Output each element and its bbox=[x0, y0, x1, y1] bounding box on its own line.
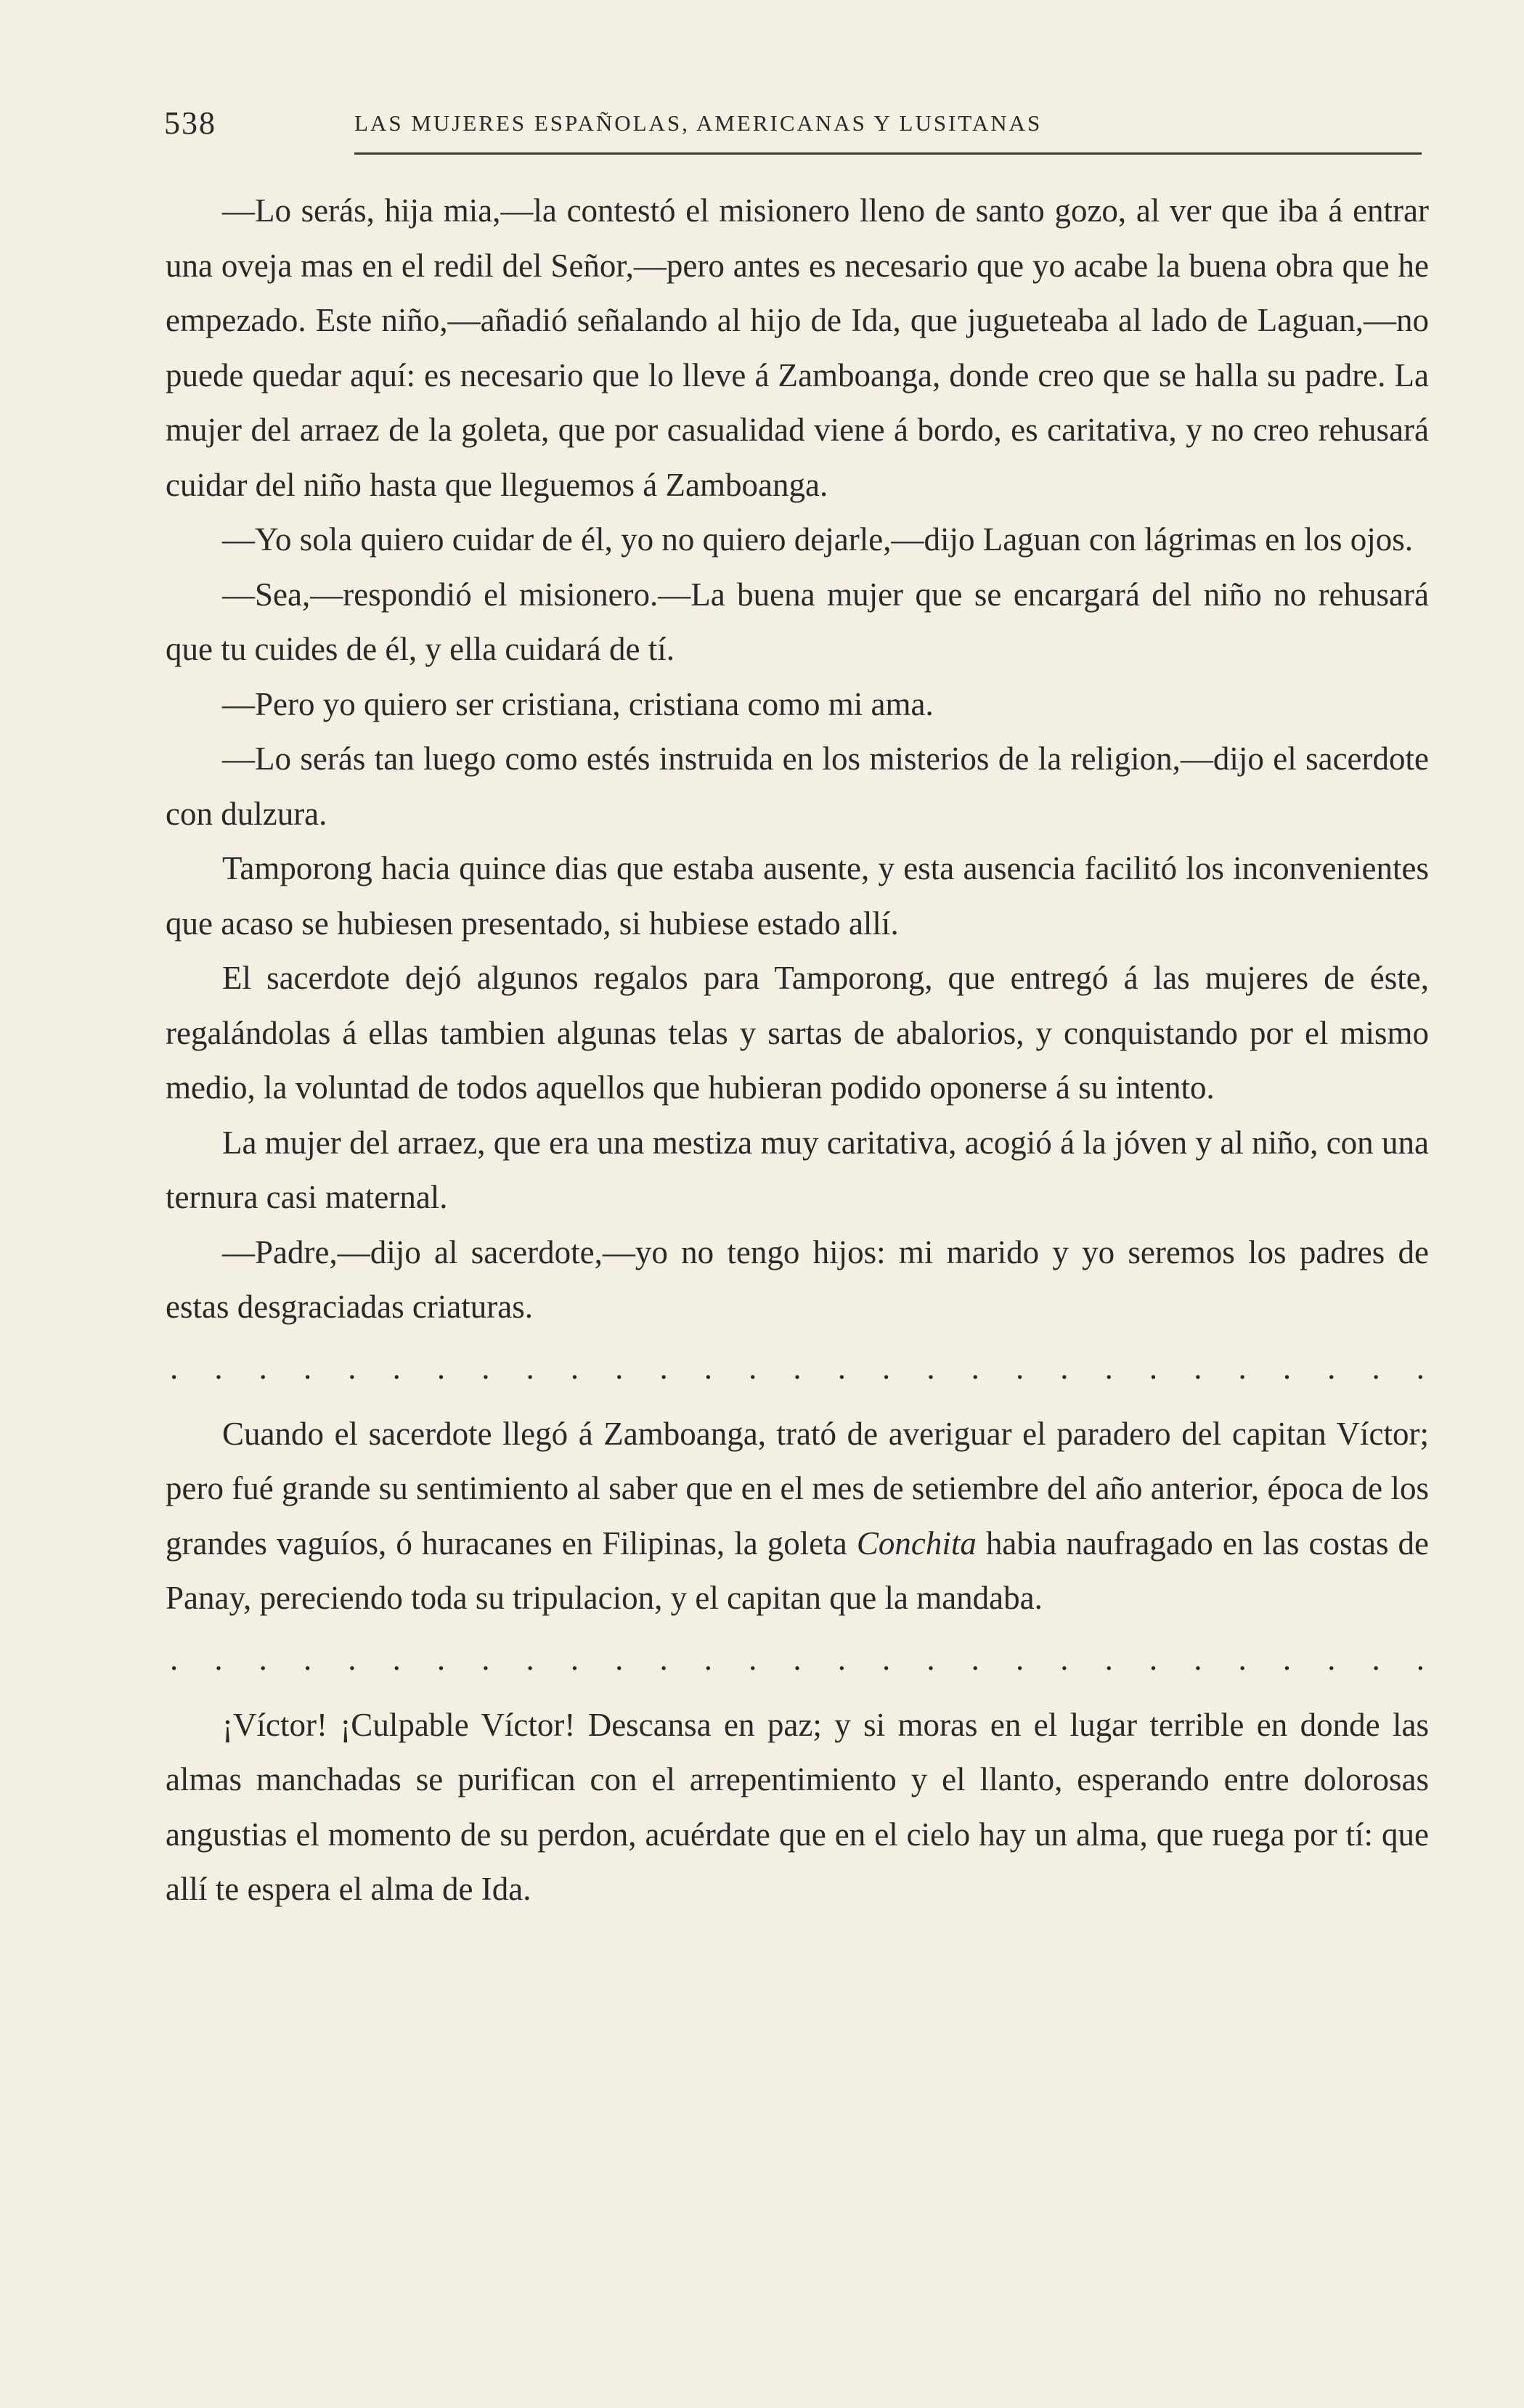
separator-dot: . bbox=[1238, 1349, 1247, 1386]
separator-dot: . bbox=[392, 1640, 401, 1677]
separator-dot: . bbox=[1060, 1640, 1069, 1677]
separator-dot: . bbox=[348, 1640, 356, 1677]
separator-dot: . bbox=[659, 1640, 668, 1677]
separator-dot: . bbox=[971, 1349, 979, 1386]
separator-dot: . bbox=[258, 1349, 267, 1386]
paragraph-text: habia naufragado en las costas de Panay, pereciendo toda su tripulacion, y el capitan que la mandaba. bbox=[166, 1525, 1430, 1616]
separator-dot: . bbox=[481, 1640, 490, 1677]
separator-dot: . bbox=[1149, 1640, 1158, 1677]
separator-dot: . bbox=[793, 1640, 802, 1677]
separator-dot: . bbox=[704, 1349, 712, 1386]
separator-dot: . bbox=[1015, 1640, 1024, 1677]
separator-dot: . bbox=[1060, 1349, 1069, 1386]
separator-dot: . bbox=[1282, 1640, 1292, 1677]
separator-dot: . bbox=[926, 1640, 935, 1677]
separator-dot: . bbox=[348, 1349, 356, 1386]
separator-dot: . bbox=[436, 1640, 446, 1677]
separator-dot: . bbox=[258, 1640, 267, 1677]
paragraph: El sacerdote dejó algunos regalos para Tamporong, que entregó á las mujeres de éste, regalándolas á ellas tambien algunas telas y sartas de abalorios, y conquistando por el mismo medio, la voluntad de todos aquellos que hubieran podido oponerse á su intento. bbox=[166, 960, 1429, 1106]
separator-dot: . bbox=[749, 1349, 757, 1386]
separator-dot: . bbox=[526, 1349, 534, 1386]
paragraph: —Padre,—dijo al sacerdote,—yo no tengo hijos: mi marido y yo seremos los padres de estas desgraciadas criaturas. bbox=[166, 1233, 1429, 1325]
paragraph: —Lo serás, hija mia,—la contestó el misionero lleno de santo gozo, al ver que iba á entrar una oveja mas en el redil del Señor,—pero antes es necesario que yo acabe la buena obra que he empezado. Este niño,—añadió señalando al hijo de Ida, que jugueteaba al lado de Laguan,—no puede quedar aquí: es necesario que lo lleve á Zamboanga, donde creo que se halla su padre. La mujer del arraez de la goleta, que por casualidad viene á bordo, es caritativa, y no creo rehusará cuidar del niño hasta que lleguemos á Zamboanga. bbox=[166, 192, 1429, 503]
separator-dot: . bbox=[1327, 1349, 1336, 1386]
separator-dot: . bbox=[392, 1349, 401, 1386]
section-separator bbox=[166, 1341, 1429, 1395]
paragraph: La mujer del arraez, que era una mestiza muy caritativa, acogió á la jóven y al niño, con una ternura casi maternal. bbox=[166, 1124, 1429, 1215]
separator-dot: . bbox=[170, 1349, 179, 1386]
paragraph: —Sea,—respondió el misionero.—La buena mujer que se encargará del niño no rehusará que tu cuides de él, y ella cuidará de tí. bbox=[166, 576, 1429, 667]
separator-dot: . bbox=[436, 1349, 446, 1386]
book-page bbox=[166, 94, 1429, 1917]
paragraph: —Yo sola quiero cuidar de él, yo no quiero dejarle,—dijo Laguan con lágrimas en los ojos. bbox=[222, 521, 1414, 558]
separator-dot: . bbox=[615, 1349, 624, 1386]
separator-dot: . bbox=[1372, 1349, 1380, 1386]
separator-dot: . bbox=[1194, 1349, 1202, 1386]
separator-dot: . bbox=[882, 1349, 891, 1386]
separator-dot: . bbox=[1416, 1640, 1425, 1677]
page-number: 538 bbox=[164, 105, 216, 141]
separator-dot: . bbox=[570, 1640, 579, 1677]
separator-dot: . bbox=[481, 1349, 490, 1386]
separator-dot: . bbox=[793, 1349, 802, 1386]
running-title: LAS MUJERES ESPAÑOLAS, AMERICANAS Y LUSITANAS bbox=[354, 110, 1043, 136]
separator-dot: . bbox=[1238, 1640, 1247, 1677]
separator-dot: . bbox=[926, 1349, 935, 1386]
section-separator bbox=[166, 1632, 1429, 1686]
separator-dot: . bbox=[1149, 1349, 1158, 1386]
paragraph: Tamporong hacia quince dias que estaba ausente, y esta ausencia facilitó los inconvenientes que acaso se hubiesen presentado, si hubiese estado allí. bbox=[166, 850, 1429, 942]
separator-dot: . bbox=[1194, 1640, 1202, 1677]
separator-dot: . bbox=[170, 1640, 179, 1677]
separator-dot: . bbox=[1282, 1349, 1292, 1386]
separator-dot: . bbox=[1416, 1349, 1425, 1386]
ship-name: Conchita bbox=[856, 1525, 977, 1562]
separator-dot: . bbox=[1104, 1349, 1113, 1386]
separator-dot: . bbox=[1372, 1640, 1380, 1677]
separator-dot: . bbox=[659, 1349, 668, 1386]
separator-dot: . bbox=[526, 1640, 534, 1677]
final-paragraph: ¡Víctor! ¡Culpable Víctor! Descansa en paz; y si moras en el lugar terrible en donde las almas manchadas se purifican con el arrepentimiento y el llanto, esperando entre dolorosas angustias el momento de su perdon, acuérdate que en el cielo hay un alma, que ruega por tí: que allí te espera el alma de Ida. bbox=[166, 1706, 1429, 1907]
paragraph-text: Cuando el sacerdote llegó á Zamboanga, trató de averiguar el paradero del capitan Víctor; pero fué grande su sentimiento al saber que en el mes de setiembre del año anterior, época de los grandes vaguíos, ó huracanes en Filipinas, la goleta bbox=[166, 1415, 1429, 1562]
separator-dot: . bbox=[837, 1640, 846, 1677]
separator-dot: . bbox=[303, 1640, 312, 1677]
separator-dot: . bbox=[615, 1640, 624, 1677]
separator-dot: . bbox=[837, 1349, 846, 1386]
paragraph-conchita bbox=[166, 1407, 1429, 1626]
separator-dot: . bbox=[214, 1640, 223, 1677]
separator-dot: . bbox=[1327, 1640, 1336, 1677]
separator-dot: . bbox=[570, 1349, 579, 1386]
separator-dot: . bbox=[214, 1349, 223, 1386]
paragraph: —Lo serás tan luego como estés instruida en los misterios de la religion,—dijo el sacerdote con dulzura. bbox=[166, 740, 1429, 832]
body-text bbox=[166, 184, 1429, 1917]
page-header bbox=[164, 94, 1422, 155]
separator-dot: . bbox=[1104, 1640, 1113, 1677]
separator-dot: . bbox=[704, 1640, 712, 1677]
separator-dot: . bbox=[1015, 1349, 1024, 1386]
separator-dot: . bbox=[749, 1640, 757, 1677]
separator-dot: . bbox=[303, 1349, 312, 1386]
paragraph: —Pero yo quiero ser cristiana, cristiana como mi ama. bbox=[222, 685, 934, 722]
separator-dot: . bbox=[971, 1640, 979, 1677]
separator-dot: . bbox=[882, 1640, 891, 1677]
